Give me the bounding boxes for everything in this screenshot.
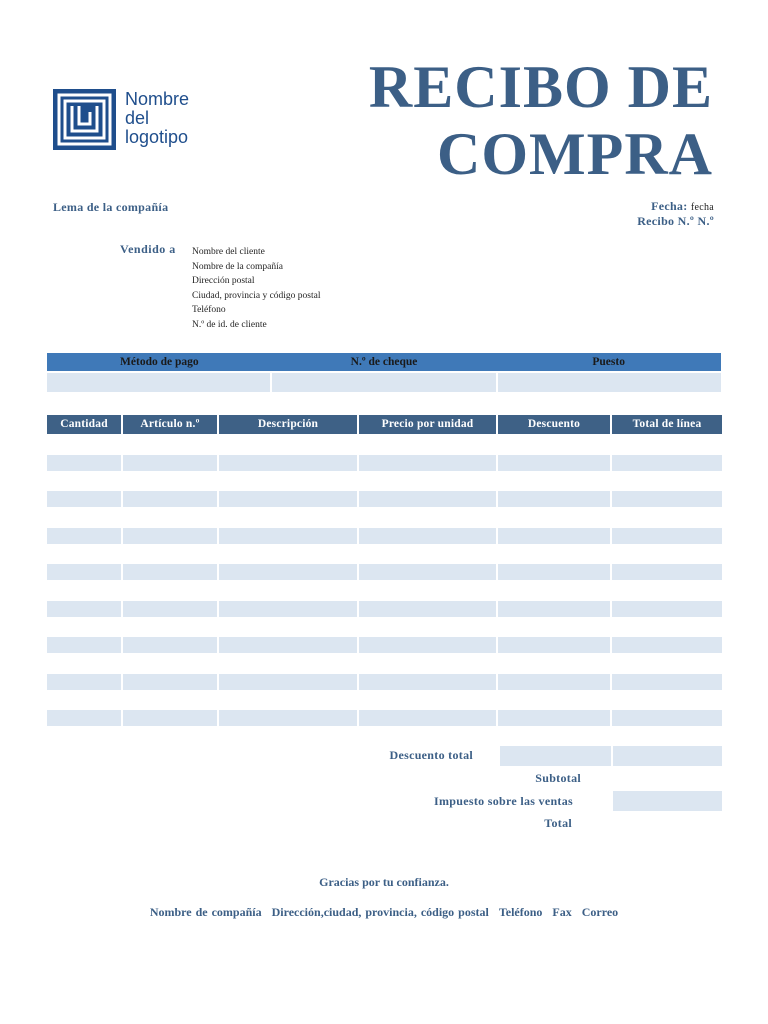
discount-total-amount-cell[interactable] [613,746,722,766]
discount-header: Descuento [498,415,610,434]
payment-method-header: Método de pago [120,356,199,368]
payment-table-header [47,353,721,371]
payment-method-cell[interactable] [47,373,270,392]
footer-email: Correo [581,905,619,919]
table-row[interactable] [47,637,722,653]
discount-total-label: Descuento total [389,748,473,762]
footer-address: Dirección,ciudad, provincia, código postal [271,905,489,919]
sales-tax-cell[interactable] [613,791,722,811]
items-table-header [47,415,722,434]
check-number-cell[interactable] [272,373,495,392]
table-row[interactable] [47,710,722,726]
receipt-number: Recibo N.º N.º [637,214,714,228]
table-row[interactable] [47,674,722,690]
position-header: Puesto [592,356,625,368]
maze-logo-icon [53,89,116,150]
check-number-header: N.º de cheque [350,356,418,368]
table-row[interactable] [47,528,722,544]
footer-company-name: Nombre de compañía [149,905,262,919]
logo-name: Nombre del logotipo [125,89,190,147]
date-field: Fecha: fecha [651,199,714,213]
item-number-header: Artículo n.º [123,415,217,434]
subtotal-label: Subtotal [535,771,581,785]
line-total-header: Total de línea [612,415,722,434]
page-title: RECIBO DE COMPRA [368,54,713,187]
table-row[interactable] [47,491,722,507]
table-row[interactable] [47,564,722,580]
company-contact [0,905,768,920]
footer-phone: Teléfono [498,905,543,919]
payment-table-row [47,373,721,392]
table-row[interactable] [47,455,722,471]
customer-info: Nombre del cliente Nombre de la compañía Dirección postal Ciudad, provincia y código postal Teléfono N.º de id. de cliente [192,247,321,330]
thanks-message: Gracias por tu confianza. [319,875,449,889]
date-value: fecha [690,202,714,213]
quantity-header: Cantidad [47,415,121,434]
sales-tax-label: Impuesto sobre las ventas [434,794,573,808]
footer-fax: Fax [552,905,572,919]
company-motto: Lema de la compañía [53,200,169,214]
discount-total-cell[interactable] [500,746,611,766]
description-header: Descripción [219,415,357,434]
sold-to-label: Vendido a [120,242,176,256]
total-label: Total [544,816,572,830]
table-row[interactable] [47,601,722,617]
position-cell[interactable] [498,373,721,392]
unit-price-header: Precio por unidad [359,415,496,434]
